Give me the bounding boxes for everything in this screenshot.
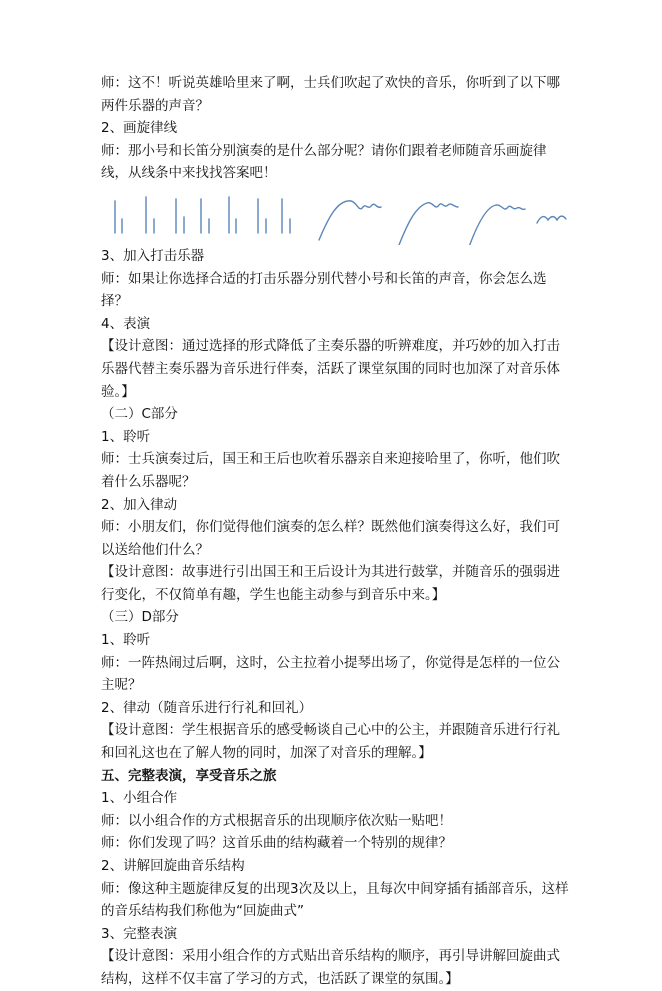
step-heading: 2、画旋律线 [101, 120, 178, 137]
step-heading: 3、完整表演 [101, 925, 178, 942]
paragraph: 师：如果让你选择合适的打击乐器分别代替小号和长笛的声音，你会怎么选择？ [101, 270, 547, 310]
paragraph: 师：你们发现了吗？这首乐曲的结构藏着一个特别的规律？ [101, 835, 452, 852]
paragraph: 师：这不！听说英雄哈里来了啊，士兵们吹起了欢快的音乐，你听到了以下哪两件乐器的声音？ [101, 75, 560, 114]
step-heading: 2、讲解回旋曲音乐结构 [101, 858, 245, 874]
section-heading: （三）D部分 [101, 609, 179, 626]
design-intent-note: 【设计意图：故事进行引出国王和王后设计为其进行鼓掌，并随音乐的强弱进行变化，不仅简单有趣，学生也能主动参与到音乐中来。】 [101, 564, 560, 603]
design-intent-note: 【设计意图：通过选择的形式降低了主奏乐器的听辨难度，并巧妙的加入打击乐器代替主奏乐器为音乐进行伴奏，活跃了课堂氛围的同时也加深了对音乐体验。】 [101, 338, 560, 400]
design-intent-note: 【设计意图：采用小组合作的方式贴出音乐结构的顺序，再引导讲解回旋曲式结构，这样不仅丰富了学习的方式，也活跃了课堂的氛围。】 [101, 948, 560, 987]
step-heading: 1、聆听 [101, 632, 151, 649]
chapter-heading: 五、完整表演，享受音乐之旅 [101, 767, 277, 784]
paragraph: 师：以小组合作的方式根据音乐的出现顺序依次贴一贴吧！ [101, 812, 452, 829]
step-heading: 4、表演 [101, 315, 151, 332]
melody-line-figure [101, 185, 569, 245]
design-intent-note: 【设计意图：学生根据音乐的感受畅谈自己心中的公主，并跟随音乐进行行礼和回礼这也在了解人物的同时，加深了对音乐的理解。】 [101, 722, 560, 762]
paragraph: 师：士兵演奏过后，国王和王后也吹着乐器亲自来迎接哈里了，你听，他们吹着什么乐器呢？ [101, 451, 560, 490]
document-page [101, 72, 569, 991]
step-heading: 1、聆听 [101, 428, 151, 445]
paragraph: 师：那小号和长笛分别演奏的是什么部分呢？请你们跟着老师随音乐画旋律线，从线条中来找找答案吧！ [101, 142, 547, 182]
paragraph: 师：小朋友们，你们觉得他们演奏的怎么样？既然他们演奏得这么好，我们可以送给他们什么？ [101, 519, 560, 558]
step-heading: 1、小组合作 [101, 790, 178, 807]
section-heading: （二）C部分 [101, 406, 178, 423]
paragraph: 师：像这种主题旋律反复的出现3次及以上，且每次中间穿插有插部音乐，这样的音乐结构我们称他为“回旋曲式” [101, 880, 569, 920]
melody-line-drawing [101, 185, 569, 245]
paragraph: 师：一阵热闹过后啊，这时，公主拉着小提琴出场了，你觉得是怎样的一位公主呢？ [101, 654, 560, 694]
step-heading: 2、加入律动 [101, 496, 178, 513]
step-heading: 3、加入打击乐器 [101, 247, 205, 264]
step-heading: 2、律动（随音乐进行行礼和回礼） [101, 699, 313, 716]
